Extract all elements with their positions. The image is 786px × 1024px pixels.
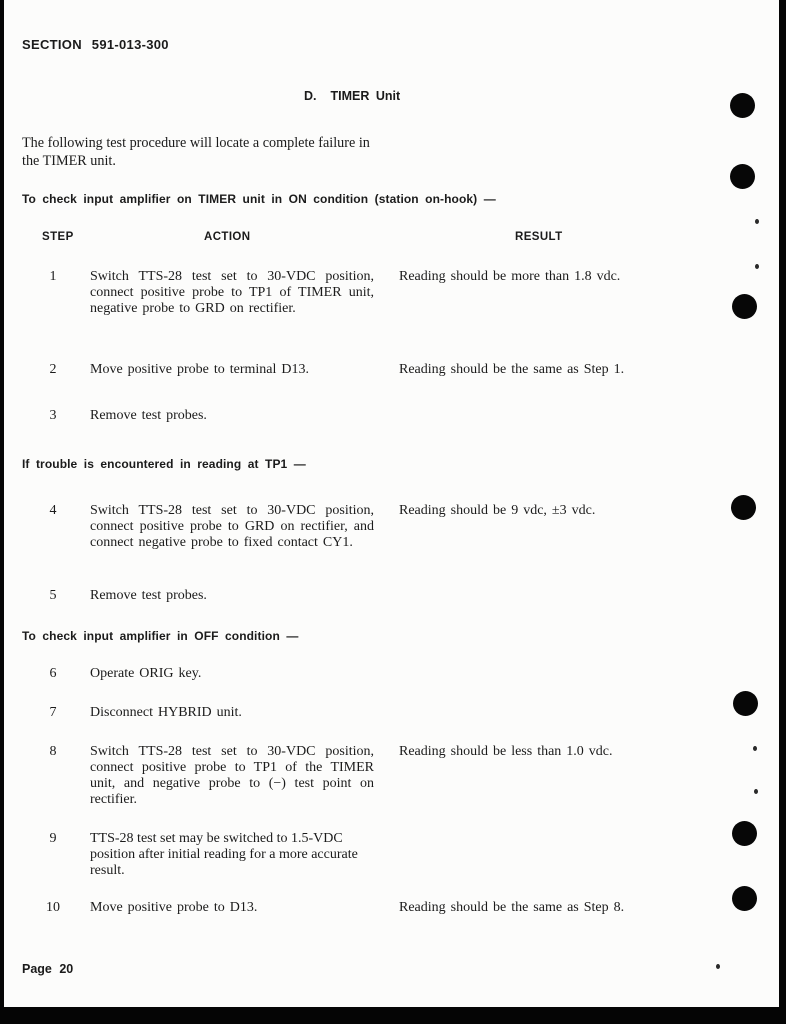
step-action: Move positive probe to D13. [90,900,258,915]
scan-speck [716,964,720,969]
step-action: Remove test probes. [90,408,207,423]
heading-on-condition: To check input amplifier on TIMER unit in ON condition (station on-hook) — [22,192,496,206]
step-result: Reading should be less than 1.0 vdc. [399,744,613,759]
step-number: 10 [46,900,60,915]
binding-dot [732,886,757,911]
step-action: Move positive probe to terminal D13. [90,362,310,377]
scan-edge-left [0,0,4,1024]
step-action: Remove test probes. [90,588,207,603]
column-header-step: STEP [42,231,74,243]
scan-speck [755,219,759,224]
column-header-result: RESULT [515,231,563,243]
step-number: 2 [49,362,57,377]
step-number: 5 [49,588,57,603]
binding-dot [731,495,756,520]
step-number: 8 [49,744,57,759]
step-result: Reading should be 9 vdc, ±3 vdc. [399,503,596,518]
binding-dot [730,93,755,118]
binding-dot [732,294,757,319]
scan-speck [755,264,759,269]
step-number: 3 [49,408,57,423]
binding-dot [733,691,758,716]
step-number: 1 [49,269,57,284]
document-title [304,89,400,103]
scan-edge-bottom [0,1007,786,1024]
scan-speck [753,746,757,751]
title-letter: D. [304,89,317,103]
step-number: 9 [49,831,57,846]
section-number: SECTION 591-013-300 [22,37,169,52]
step-result: Reading should be the same as Step 1. [399,362,625,377]
step-number: 4 [49,503,57,518]
heading-off-condition: To check input amplifier in OFF condition — [22,629,299,643]
step-action: Operate ORIG key. [90,666,202,681]
intro-paragraph: The following test procedure will locate a complete failure in the TIMER unit. [22,135,370,169]
step-result: Reading should be the same as Step 8. [399,900,625,915]
page-number: Page 20 [22,962,74,976]
title-text: TIMER Unit [330,89,401,103]
step-number: 6 [49,666,57,681]
step-result: Reading should be more than 1.8 vdc. [399,269,621,284]
scan-speck [754,789,758,794]
heading-trouble: If trouble is encountered in reading at TP1 — [22,457,306,471]
binding-dot [730,164,755,189]
binding-dot [732,821,757,846]
step-action: Switch TTS-28 test set to 30-VDC position, connect positive probe to GRD on rectifier, and connect negative probe to fixed contact CY1. [90,503,374,550]
scan-edge-right [779,0,786,1024]
step-action: Switch TTS-28 test set to 30-VDC position, connect positive probe to TP1 of the TIMER unit, and negative probe to (−) test point on rectifier. [90,744,374,807]
step-number: 7 [49,705,57,720]
step-action: TTS-28 test set may be switched to 1.5-VDC position after initial reading for a more accurate result. [90,831,358,878]
column-header-action: ACTION [204,231,251,243]
step-action: Disconnect HYBRID unit. [90,705,242,720]
step-action: Switch TTS-28 test set to 30-VDC position, connect positive probe to TP1 of TIMER unit, negative probe to GRD on rectifier. [90,269,374,316]
